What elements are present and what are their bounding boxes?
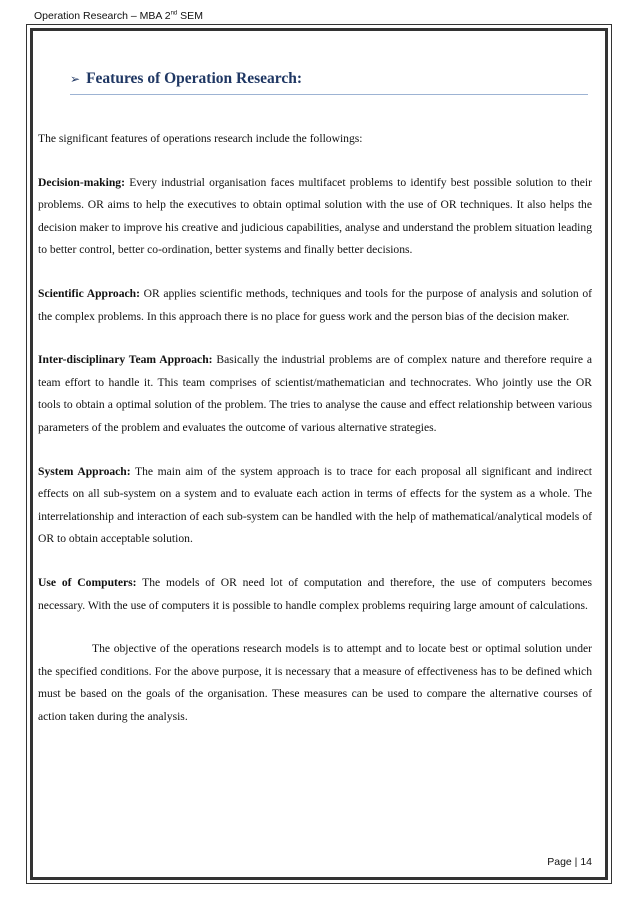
paragraph-text: The main aim of the system approach is to trace for each proposal all significant and indirect effects on all sub-system on a system and to evaluate each action in terms of effects for the system as a whole. The interrelationship and interaction of each sub-system can be handled with the help of mathematical/analytical models of OR to obtain acceptable solution.: [38, 464, 593, 546]
paragraph-text: Every industrial organisation faces multifacet problems to identify best possible solution to their problems. OR aims to help the executives to obtain optimal solution with the use of OR techniques. It also helps the decision maker to improve his creative and judicious capabilities, analyse and understand the problem situation leading to better control, better co-ordination, better systems and finally better decisions.: [38, 175, 592, 257]
intro-paragraph: The significant features of operations research include the followings:: [38, 132, 363, 145]
paragraph-system-approach: [38, 461, 592, 551]
term-label: System Approach:: [38, 464, 131, 478]
paragraph-decision-making: [38, 172, 592, 262]
arrow-bullet-icon: ➢: [70, 72, 81, 86]
paragraph-scientific-approach: [38, 283, 592, 328]
page-number: Page | 14: [547, 856, 592, 868]
header-superscript: nd: [170, 10, 178, 17]
term-label: Decision-making:: [38, 175, 125, 189]
header-suffix: SEM: [177, 10, 203, 22]
heading-title: Features of Operation Research:: [86, 70, 303, 87]
running-header: [34, 10, 203, 22]
paragraph-use-of-computers: [38, 572, 592, 617]
paragraph-text: Basically the industrial problems are of complex nature and therefore require a team effort to handle it. This team comprises of scientist/mathematician and technocrates. Who jointly use the OR tools to obtain a optimal solution of the problem. The tries to analyse the cause and effect relationship between various parameters of the problem and evaluates the outcome of various alternative strategies.: [38, 353, 593, 434]
paragraph-text: OR applies scientific methods, techniques and tools for the purpose of analysis and solution of the complex problems. In this approach there is no place for guess work and the person bias of the decision maker.: [38, 286, 593, 323]
header-prefix: Operation Research – MBA 2: [34, 10, 171, 22]
document-body: [38, 128, 592, 749]
closing-paragraph: The objective of the operations research models is to attempt and to locate best or optimal solution under the specified conditions. For the above purpose, it is necessary that a measure of effectiveness has to be defined which must be based on the goals of the organisation. These measures can be used to compare the alternative courses of action taken during the analysis.: [38, 642, 592, 723]
paragraph-team-approach: [38, 349, 592, 439]
section-heading: [70, 70, 588, 95]
term-label: Inter-disciplinary Team Approach:: [38, 353, 213, 367]
paragraph-text: The models of OR need lot of computation and therefore, the use of computers becomes necessary. With the use of computers it is possible to handle complex problems requiring large amount of calculations.: [38, 575, 593, 612]
term-label: Scientific Approach:: [38, 286, 140, 300]
term-label: Use of Computers:: [38, 575, 137, 589]
